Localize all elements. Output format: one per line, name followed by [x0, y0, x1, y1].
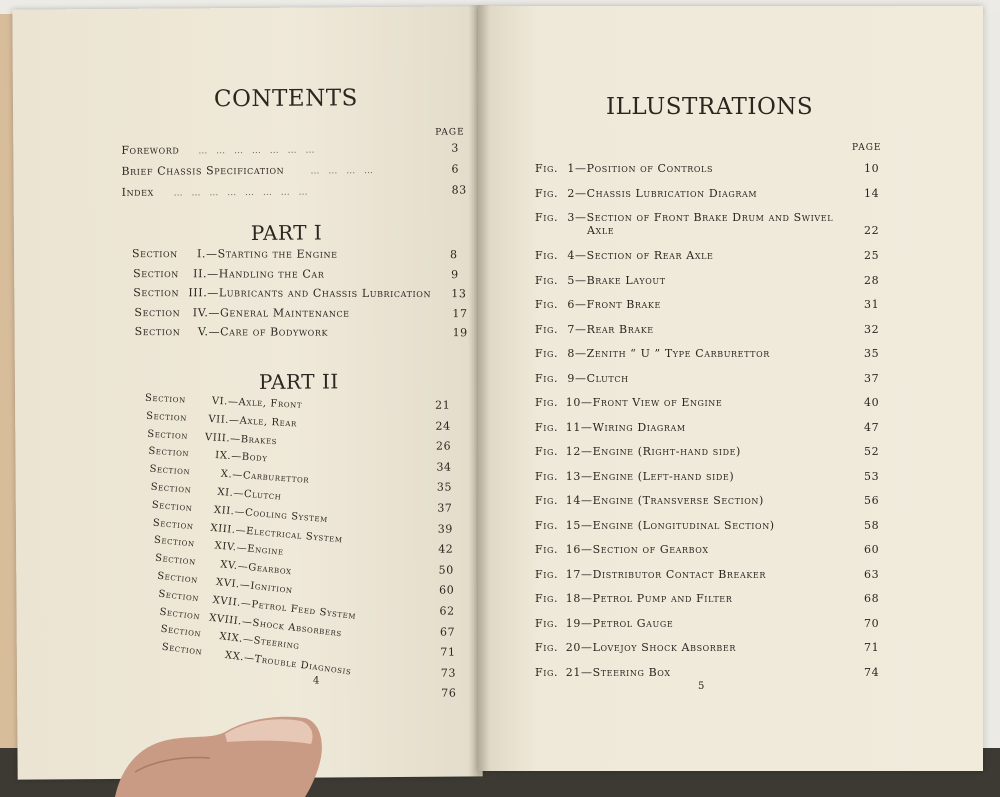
section-word: Section — [148, 446, 190, 460]
section-numeral: XX. — [223, 650, 245, 664]
figure-entry — [535, 641, 880, 654]
leader-dots: … … … … … … … … — [173, 187, 311, 199]
section-page: 21 — [435, 398, 451, 412]
figure-entry — [535, 420, 880, 434]
figure-word: Fig. — [535, 273, 559, 287]
illustrations-page — [478, 6, 983, 771]
figure-page: 58 — [864, 518, 880, 532]
section-title: —Shock Absorbers — [240, 616, 343, 639]
figure-title: —Distributor Contact Breaker — [581, 567, 766, 581]
section-numeral: XVI. — [214, 576, 240, 591]
left-folio: 4 — [312, 675, 320, 687]
section-word: Section — [149, 463, 191, 478]
figure-word: Fig. — [535, 347, 559, 360]
section-numeral: VIII. — [204, 431, 231, 445]
toc-entry — [121, 163, 461, 178]
figure-entry — [535, 249, 880, 262]
section-page: 19 — [452, 326, 468, 340]
toc-entry-label: Brief Chassis Specification — [121, 163, 285, 178]
figure-page: 31 — [864, 298, 880, 311]
section-page: 9 — [450, 267, 459, 281]
section-title: —Axle, Front — [227, 396, 303, 411]
figure-word: Fig. — [535, 445, 559, 458]
figure-number: 20 — [565, 641, 581, 654]
figure-page: 53 — [864, 469, 880, 483]
section-title: —Care of Bodywork — [208, 325, 329, 339]
section-title: —General Maintenance — [207, 305, 350, 320]
page-column-label: PAGE — [435, 127, 465, 138]
figure-number: 19 — [565, 616, 581, 630]
figure-number: 16 — [565, 543, 581, 556]
figure-number: 6 — [567, 298, 575, 311]
section-page: 13 — [451, 287, 467, 301]
illustrations-title: ILLUSTRATIONS — [606, 94, 814, 120]
figure-entry — [535, 347, 880, 360]
figure-number: 7 — [567, 322, 575, 336]
figure-entry — [535, 396, 880, 409]
figure-title: —Front Brake — [575, 298, 661, 311]
section-title: —Trouble Diagnosis — [243, 652, 352, 678]
section-title: —Carburettor — [232, 469, 310, 487]
section-numeral: II. — [192, 266, 207, 280]
figure-entry — [535, 567, 880, 581]
section-numeral: VII. — [208, 413, 230, 426]
figure-entry — [535, 543, 880, 556]
part-two-title: PART II — [258, 369, 339, 394]
figure-entry — [535, 322, 880, 336]
figure-entry — [535, 592, 880, 605]
figure-entry — [535, 616, 880, 630]
section-page: 67 — [439, 625, 456, 639]
section-numeral: XII. — [213, 504, 236, 518]
section-title: —Handling the Car — [206, 266, 324, 281]
section-word: Section — [133, 286, 180, 300]
right-folio: 5 — [698, 681, 705, 692]
figure-title: —Lovejoy Shock Absorber — [581, 641, 736, 654]
toc-section-entry — [133, 286, 467, 301]
figure-entry — [535, 494, 880, 507]
section-numeral: XI. — [217, 486, 235, 499]
figure-title: —Rear Brake — [575, 322, 654, 336]
figure-title: —Wiring Diagram — [581, 420, 686, 434]
figure-entry — [535, 273, 880, 287]
section-word: Section — [132, 247, 178, 261]
figure-title: —Engine (Right-hand side) — [581, 445, 741, 458]
figure-entry — [535, 186, 880, 200]
section-word: Section — [155, 552, 197, 568]
section-numeral: XVIII. — [208, 612, 243, 628]
figure-word: Fig. — [535, 322, 559, 336]
section-word: Section — [132, 266, 179, 280]
figure-page: 60 — [864, 543, 880, 556]
figure-word: Fig. — [535, 665, 559, 679]
section-numeral: XVII. — [211, 594, 242, 609]
figure-entry — [535, 298, 880, 311]
section-word: Section — [133, 305, 180, 319]
figure-number: 17 — [565, 567, 581, 581]
toc-entry-label: Foreword — [121, 143, 180, 157]
figure-number: 4 — [567, 249, 575, 262]
figure-word: Fig. — [535, 641, 559, 654]
figure-word: Fig. — [535, 567, 559, 581]
figure-number: 1 — [567, 162, 575, 175]
figure-number: 8 — [567, 347, 575, 360]
figure-number: 18 — [565, 592, 581, 605]
section-numeral: IV. — [192, 305, 208, 319]
leader-dots: … … … … — [310, 166, 377, 177]
figure-number: 15 — [565, 518, 581, 532]
part-one-title: PART I — [250, 220, 323, 245]
figure-entry — [535, 162, 880, 175]
figure-word: Fig. — [535, 543, 559, 556]
figure-title: —Chassis Lubrication Diagram — [575, 186, 758, 200]
section-word: Section — [151, 499, 194, 514]
figure-title: —Brake Layout — [575, 273, 666, 287]
section-word: Section — [158, 606, 201, 623]
figure-page: 52 — [864, 445, 880, 458]
figure-page: 71 — [864, 641, 880, 654]
figure-entry — [535, 665, 880, 679]
figure-title: —Petrol Pump and Filter — [581, 592, 733, 605]
section-title: —Gearbox — [237, 561, 293, 578]
section-title: —Ignition — [238, 579, 293, 597]
figure-page: 22 — [864, 224, 880, 237]
backdrop-right — [985, 14, 1000, 754]
figure-page: 47 — [864, 420, 880, 434]
toc-entry-page: 6 — [451, 162, 460, 176]
figure-number: 21 — [565, 665, 581, 679]
figure-number: 14 — [565, 494, 581, 507]
figure-word: Fig. — [535, 469, 559, 483]
section-page: 42 — [438, 542, 454, 556]
figure-title: —Section of Front Brake Drum and Swivel — [575, 211, 834, 224]
figure-title: —Engine (Left-hand side) — [581, 469, 735, 483]
toc-section-entry — [133, 305, 468, 320]
section-word: Section — [144, 392, 187, 406]
section-word: Section — [150, 481, 193, 496]
section-page: 50 — [438, 563, 454, 577]
section-title: —Engine — [236, 542, 285, 559]
toc-entry-page: 3 — [451, 141, 459, 155]
figure-word: Fig. — [535, 211, 559, 224]
section-page: 26 — [435, 439, 452, 453]
section-page: 34 — [436, 460, 452, 474]
figure-title: —Front View of Engine — [581, 396, 723, 409]
figure-title: —Section of Rear Axle — [575, 249, 714, 262]
figure-title: —Section of Gearbox — [581, 543, 709, 556]
figure-page: 70 — [864, 616, 880, 630]
figure-word: Fig. — [535, 298, 559, 311]
section-page: 24 — [435, 419, 451, 433]
figure-title: —Engine (Transverse Section) — [581, 494, 764, 507]
contents-page — [12, 6, 482, 779]
section-page: 62 — [439, 604, 455, 618]
section-word: Section — [157, 588, 200, 604]
section-page: 8 — [450, 248, 458, 262]
section-numeral: I. — [196, 247, 207, 261]
toc-entry-page: 83 — [451, 183, 467, 197]
figure-entry — [535, 371, 880, 385]
section-word: Section — [156, 570, 198, 586]
section-page: 76 — [441, 686, 457, 701]
section-numeral: XIV. — [214, 540, 238, 554]
figure-number: 2 — [567, 186, 575, 200]
section-numeral: X. — [220, 468, 233, 481]
figure-page: 74 — [864, 665, 880, 679]
figure-number: 11 — [565, 420, 581, 434]
figure-word: Fig. — [535, 592, 559, 605]
figure-title: —Zenith “ U ” Type Carburettor — [575, 347, 770, 360]
section-page: 73 — [440, 666, 457, 680]
figure-word: Fig. — [535, 162, 559, 175]
section-title: —Lubricants and Chassis Lubrication — [207, 286, 432, 301]
figure-word: Fig. — [535, 420, 559, 434]
section-title: —Petrol Feed System — [239, 597, 357, 622]
figure-number: 12 — [565, 445, 581, 458]
figure-number: 13 — [565, 469, 581, 483]
figure-page: 35 — [864, 347, 880, 360]
section-word: Section — [159, 624, 202, 641]
figure-page: 32 — [864, 322, 880, 336]
toc-section-entry — [134, 325, 468, 340]
figure-entry — [535, 469, 880, 483]
section-title: —Starting the Engine — [206, 247, 338, 261]
figure-number: 10 — [565, 396, 581, 409]
section-numeral: IX. — [214, 450, 232, 463]
contents-title: CONTENTS — [213, 85, 358, 113]
figure-entry — [535, 518, 880, 532]
figure-page: 37 — [864, 371, 880, 385]
figure-title: —Clutch — [575, 371, 629, 385]
figure-word: Fig. — [535, 518, 559, 532]
page-column-label: PAGE — [852, 143, 882, 153]
figure-page: 68 — [864, 592, 880, 605]
toc-entry-label: Index — [121, 185, 154, 199]
holding-thumb-image — [115, 712, 325, 797]
section-word: Section — [152, 517, 195, 532]
section-page: 39 — [437, 522, 453, 536]
figure-word: Fig. — [535, 494, 559, 507]
section-numeral: III. — [188, 286, 208, 300]
figure-title: —Engine (Longitudinal Section) — [581, 518, 775, 532]
figure-page: 56 — [864, 494, 880, 507]
section-title: —Steering — [241, 634, 300, 653]
section-title: —Electrical System — [235, 524, 344, 545]
book-gutter — [468, 5, 490, 780]
figure-word: Fig. — [535, 186, 559, 200]
figure-entry — [535, 445, 880, 458]
section-numeral: XV. — [220, 559, 239, 573]
section-page: 71 — [440, 645, 456, 659]
section-numeral: XIII. — [210, 522, 237, 536]
figure-entry — [535, 211, 880, 237]
section-numeral: VI. — [211, 395, 229, 408]
section-numeral: XIX. — [218, 631, 244, 646]
figure-title-continued: Axle — [587, 224, 615, 237]
section-word: Section — [153, 535, 196, 550]
section-word: Section — [147, 428, 189, 442]
figure-number: 5 — [567, 273, 575, 287]
figure-page: 10 — [864, 162, 880, 175]
figure-title: —Petrol Gauge — [581, 616, 674, 630]
figure-number: 3 — [567, 211, 575, 224]
section-title: —Cooling System — [234, 506, 329, 525]
figure-title: —Steering Box — [581, 665, 671, 679]
section-title: —Clutch — [233, 487, 283, 503]
section-title: —Axle, Rear — [228, 414, 298, 430]
section-word: Section — [160, 641, 203, 659]
figure-title: —Position of Controls — [575, 162, 714, 175]
figure-word: Fig. — [535, 396, 559, 409]
section-page: 37 — [437, 501, 453, 515]
toc-section-entry — [133, 267, 463, 281]
figure-page: 40 — [864, 396, 880, 409]
section-page: 35 — [436, 480, 453, 495]
toc-section-entry — [132, 247, 462, 261]
figure-page: 25 — [864, 249, 880, 262]
figure-page: 28 — [864, 273, 880, 287]
section-page: 60 — [439, 583, 455, 598]
figure-word: Fig. — [535, 249, 559, 262]
leader-dots: … … … … … … … — [198, 145, 318, 157]
figure-word: Fig. — [535, 616, 559, 630]
section-word: Section — [145, 410, 188, 424]
section-title: —Body — [231, 451, 268, 465]
section-page: 17 — [451, 306, 468, 320]
section-numeral: V. — [197, 325, 209, 339]
section-word: Section — [134, 325, 181, 339]
figure-number: 9 — [567, 371, 575, 385]
figure-page: 63 — [864, 567, 880, 581]
figure-word: Fig. — [535, 371, 559, 385]
section-title: —Brakes — [229, 433, 278, 447]
figure-page: 14 — [864, 186, 880, 200]
